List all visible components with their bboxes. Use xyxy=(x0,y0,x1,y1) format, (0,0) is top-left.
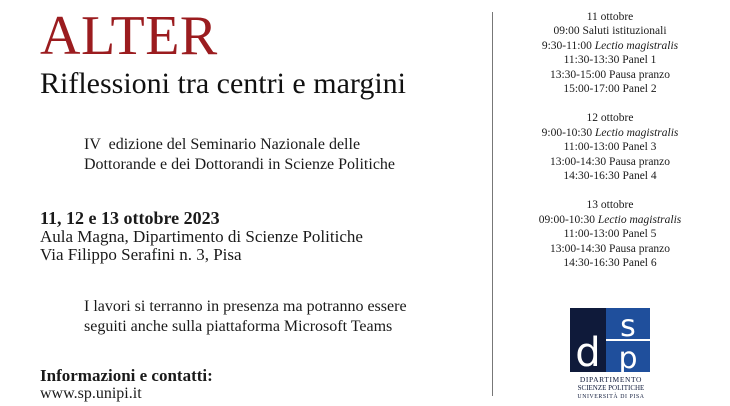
logo-text-line-1: DIPARTIMENTO xyxy=(579,375,643,384)
schedule-slot xyxy=(500,39,720,53)
day-title: 13 ottobre xyxy=(586,199,634,212)
schedule-slot xyxy=(500,82,720,96)
event-subtitle: Riflessioni tra centri e margini xyxy=(40,67,407,100)
slot-time: 13:00-14:30 xyxy=(549,155,607,168)
event-venue xyxy=(40,228,363,264)
slot-time: 09:00-10:30 xyxy=(538,213,595,226)
schedule-slot xyxy=(500,53,720,67)
logo-letter-s: s xyxy=(620,309,636,344)
slot-label: Panel 3 xyxy=(622,141,657,154)
slot-label: Panel 2 xyxy=(622,83,657,96)
slot-time: 13:00-14:30 xyxy=(549,242,607,255)
slot-time: 14:30-16:30 xyxy=(563,170,620,183)
contacts-link[interactable]: www.sp.unipi.it xyxy=(40,385,142,402)
venue-line-1: Aula Magna, Dipartimento di Scienze Politiche xyxy=(40,227,363,246)
slot-label: Panel 1 xyxy=(622,54,657,67)
slot-label: Lectio magistralis xyxy=(594,39,679,52)
edition-line-1: IV edizione del Seminario Nazionale delle xyxy=(84,136,361,153)
day-title: 12 ottobre xyxy=(586,112,634,125)
schedule-day xyxy=(500,198,720,270)
schedule-slot xyxy=(500,256,720,270)
notice-line-2: seguiti anche sulla piattaforma Microsoft Teams xyxy=(84,318,393,335)
logo-letter-d: d xyxy=(575,330,601,376)
vertical-divider xyxy=(492,12,493,396)
slot-label: Lectio magistralis xyxy=(594,126,679,139)
event-dates: 11, 12 e 13 ottobre 2023 xyxy=(40,208,220,228)
remote-notice xyxy=(84,297,464,337)
schedule-slot xyxy=(500,169,720,183)
contacts-label: Informazioni e contatti: xyxy=(40,366,213,385)
logo-text-line-2: SCIENZE POLITICHE xyxy=(577,384,645,392)
schedule-slot xyxy=(500,68,720,82)
event-title: ALTER xyxy=(40,5,218,67)
logo-text-line-3: UNIVERSITÀ DI PISA xyxy=(577,394,645,400)
slot-label: Pausa pranzo xyxy=(609,242,671,255)
slot-time: 9:00-10:30 xyxy=(541,126,593,139)
slot-time: 09:00 xyxy=(553,25,580,38)
schedule-slot xyxy=(500,155,720,169)
slot-label: Panel 6 xyxy=(622,257,657,270)
slot-label: Pausa pranzo xyxy=(609,155,671,168)
slot-label: Pausa pranzo xyxy=(609,68,671,81)
schedule-slot xyxy=(500,140,720,154)
schedule-slot xyxy=(500,213,720,227)
slot-time: 13:30-15:00 xyxy=(549,68,607,81)
edition-line-2: Dottorande e dei Dottorandi in Scienze Politiche xyxy=(84,156,396,173)
schedule-slot xyxy=(500,227,720,241)
schedule-slot xyxy=(500,242,720,256)
notice-line-1: I lavori si terranno in presenza ma potranno essere xyxy=(84,298,407,315)
venue-line-2: Via Filippo Serafini n. 3, Pisa xyxy=(40,245,242,264)
schedule-slot xyxy=(500,24,720,38)
slot-label: Panel 5 xyxy=(622,228,657,241)
logo-letter-p: p xyxy=(618,341,638,376)
slot-time: 15:00-17:00 xyxy=(563,83,620,96)
schedule xyxy=(500,10,720,286)
slot-label: Panel 4 xyxy=(622,170,657,183)
slot-label: Lectio magistralis xyxy=(597,213,682,226)
slot-time: 11:00-13:00 xyxy=(563,228,620,241)
dsp-logo-icon xyxy=(566,306,656,400)
schedule-day xyxy=(500,111,720,183)
schedule-day xyxy=(500,10,720,96)
slot-time: 9:30-11:00 xyxy=(541,39,592,52)
edition-description xyxy=(84,135,444,175)
slot-time: 11:30-13:30 xyxy=(563,54,620,67)
department-logo xyxy=(566,306,656,400)
day-title: 11 ottobre xyxy=(586,11,634,23)
slot-time: 11:00-13:00 xyxy=(563,141,620,154)
slot-time: 14:30-16:30 xyxy=(563,257,620,270)
slot-label: Saluti istituzionali xyxy=(582,25,667,38)
schedule-slot xyxy=(500,126,720,140)
